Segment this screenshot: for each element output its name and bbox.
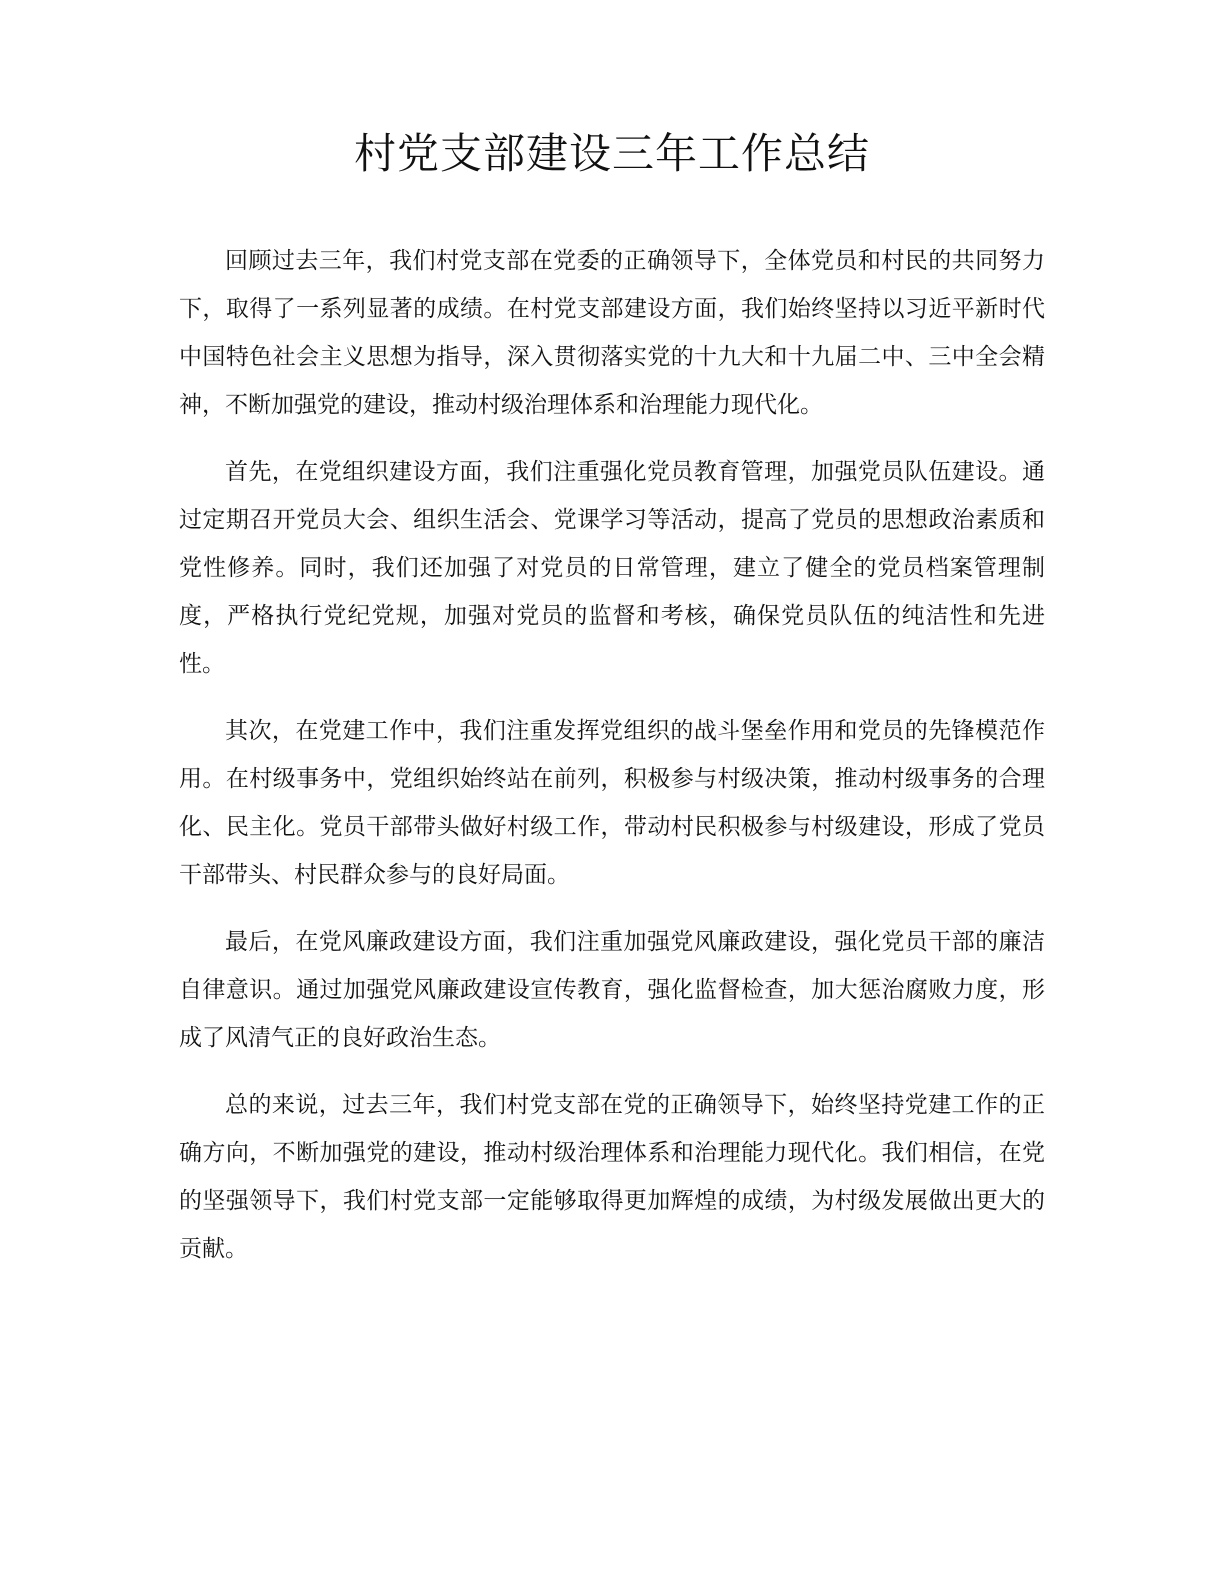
paragraph-integrity: 最后，在党风廉政建设方面，我们注重加强党风廉政建设，强化党员干部的廉洁自律意识。通过加强党风廉政建设宣传教育，强化监督检查，加大惩治腐败力度，形成了风清气正的良好政治生态。 (179, 929, 1045, 1051)
paragraph-organization: 首先，在党组织建设方面，我们注重强化党员教育管理，加强党员队伍建设。通过定期召开党员大会、组织生活会、党课学习等活动，提高了党员的思想政治素质和党性修养。同时，我们还加强了对党员的日常管理，建立了健全的党员档案管理制度，严格执行党纪党规，加强对党员的监督和考核，确保党员队伍的纯洁性和先进性。 (179, 459, 1045, 677)
document-title: 村党支部建设三年工作总结 (353, 129, 870, 178)
paragraph-review: 回顾过去三年，我们村党支部在党委的正确领导下，全体党员和村民的共同努力下，取得了一系列显著的成绩。在村党支部建设方面，我们始终坚持以习近平新时代中国特色社会主义思想为指导，深入贯彻落实党的十九大和十九届二中、三中全会精神，不断加强党的建设，推动村级治理体系和治理能力现代化。 (179, 248, 1045, 418)
paragraph-party-work: 其次，在党建工作中，我们注重发挥党组织的战斗堡垒作用和党员的先锋模范作用。在村级事务中，党组织始终站在前列，积极参与村级决策，推动村级事务的合理化、民主化。党员干部带头做好村级工作，带动村民积极参与村级建设，形成了党员干部带头、村民群众参与的良好局面。 (179, 718, 1045, 888)
document-body (179, 237, 1045, 1292)
paragraph-conclusion: 总的来说，过去三年，我们村党支部在党的正确领导下，始终坚持党建工作的正确方向，不断加强党的建设，推动村级治理体系和治理能力现代化。我们相信，在党的坚强领导下，我们村党支部一定能够取得更加辉煌的成绩，为村级发展做出更大的贡献。 (179, 1092, 1045, 1262)
